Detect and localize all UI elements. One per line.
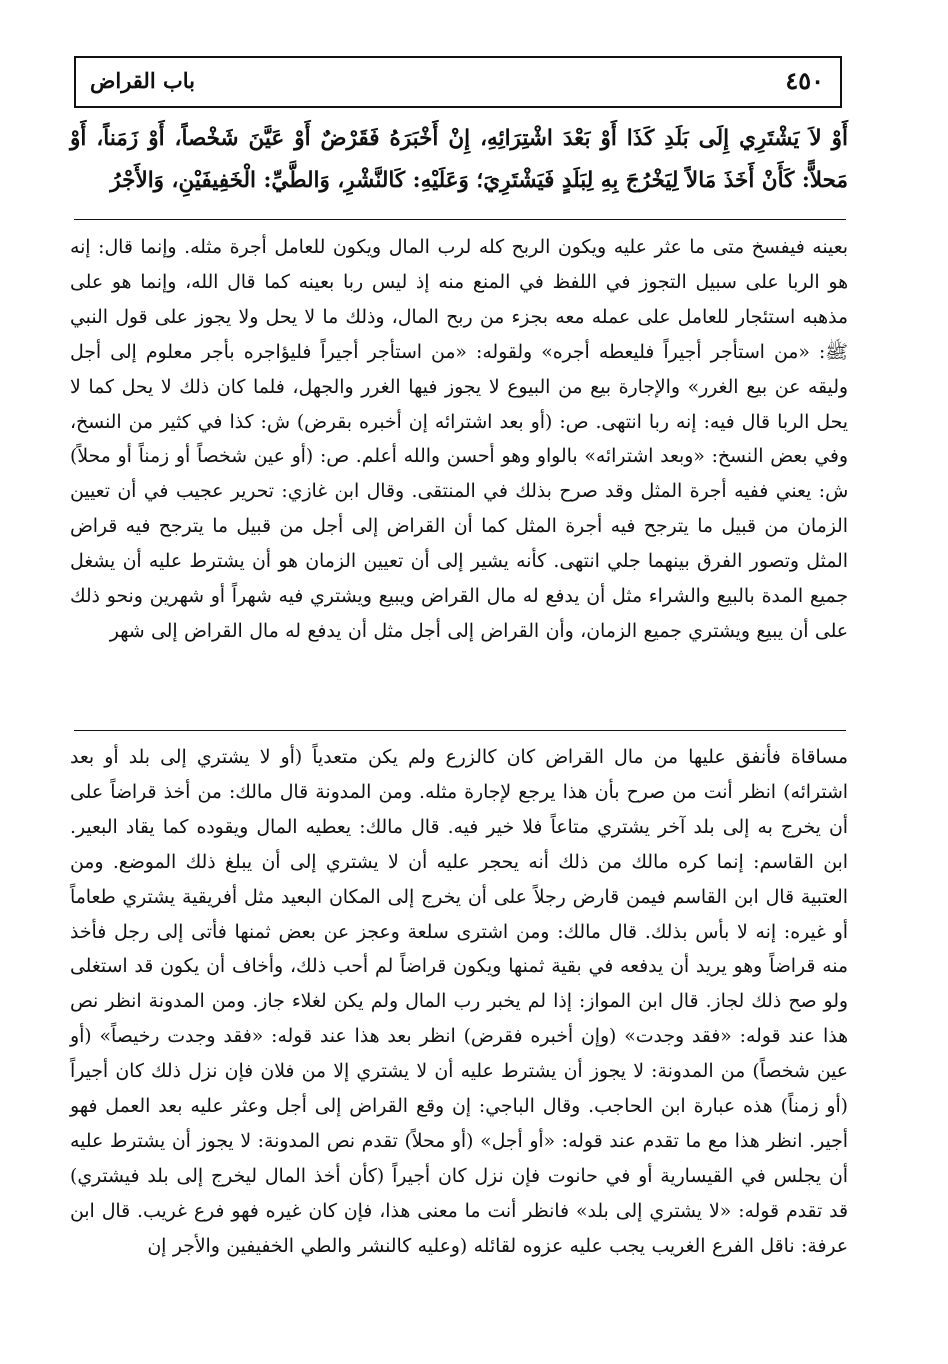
commentary-upper (70, 231, 848, 650)
page-number: ٤٥٠ (785, 66, 824, 95)
section-divider-top (74, 219, 846, 220)
page-header (74, 56, 842, 108)
commentary-lower-text: مساقاة فأنفق عليها من مال القراض كان كالزرع ولم يكن متعدياً (أو لا يشتري إلى بلد أو بعد اشترائه) انظر أنت من صرح بأن هذا يرجع لإجارة مثله. ومن المدونة قال مالك: من أخذ قراضاً على أن يخرج به إلى بلد آخر يشتري متاعاً فلا خير فيه. قال مالك: يعطيه المال ويقوده كما يقاد البعير. ابن القاسم: إنما كره مالك من ذلك أنه يحجر عليه أن لا يشتري إلى أن يبلغ ذلك الموضع. ومن العتبية قال ابن القاسم فيمن قارض رجلاً على أن يخرج إلى المكان البعيد مثل أفريقية يشتري طعاماً أو غيره: إنه لا بأس بذلك. قال مالك: ومن اشترى سلعة وعجز عن بعض ثمنها فأتى إلى رجل فأخذ منه قراضاً وهو يريد أن يدفعه في بقية ثمنها ويكون قراضاً لم أحب ذلك، وأخاف أن يكون قد استغلى ولو صح ذلك لجاز. قال ابن المواز: إذا لم يخبر رب المال ولم يكن لغلاء جاز. ومن المدونة انظر نص هذا عند قوله: «فقد وجدت» (وإن أخبره فقرض) انظر بعد هذا عند قوله: «فقد وجدت رخيصاً» (أو عين شخصاً) من المدونة: لا يجوز أن يشترط عليه أن لا يشتري إلا من فلان فإن نزل ذلك كان أجيراً (أو زمناً) هذه عبارة ابن الحاجب. وقال الباجي: إن وقع القراض إلى أجل وعثر عليه بعد العمل فهو أجير. انظر هذا مع ما تقدم عند قوله: «أو أجل» (أو محلاً) تقدم نص المدونة: لا يجوز أن يشترط عليه أن يجلس في القيسارية أو في حانوت فإن نزل كان أجيراً (كأن أخذ المال ليخرج إلى بلد فيشتري) قد تقدم قوله: «لا يشتري إلى بلد» فانظر أنت ما معنى هذا، فإن كان غيره فهو فرع غريب. قال ابن عرفة: ناقل الفرع الغريب يجب عليه عزوه لقائله (وعليه كالنشر والطي الخفيفين والأجر إن (70, 747, 848, 1257)
matn-text: أَوْ لاَ يَشْتَرِي إِلَى بَلَدِ كَذَا أَوْ بَعْدَ اشْتِرَائِهِ، إِنْ أَخْبَرَهُ فَقَرْضٌ أَوْ عَيَّنَ شَخْصاً، أَوْ زَمَناً، أَوْ مَحلاًّ: كَأَنْ أَخَذَ مَالاً لِيَخْرُجَ بِهِ لِبَلَدٍ فَيَشْتَرِيَ؛ وَعَلَيْهِ: كَالنَّشْرِ، وَالطَّيِّ: الْخَفِيفَيْنِ، وَالأَجْرُ (70, 126, 848, 193)
commentary-upper-text: بعينه فيفسخ متى ما عثر عليه ويكون الربح كله لرب المال ويكون للعامل أجرة مثله. وإنما قال: إنه هو الربا على سبيل التجوز في اللفظ في المنع منه إذ ليس ربا بعينه كما قال الله، وإنما هو على مذهبه استئجار للعامل على عمله معه بجزء من ربح المال، وذلك ما لا يحل ولا يجوز على قول النبي ﷺ: «من استأجر أجيراً فليعطه أجره» ولقوله: «من استأجر أجيراً فليؤاجره بأجر معلوم إلى أجل وليقه عن بيع الغرر» والإجارة بيع من البيوع لا يجوز فيها الغرر والجهل، فلما كان ذلك لا يحل كما لا يحل الربا قال فيه: إنه ربا انتهى. ص: (أو بعد اشترائه إن أخبره بقرض) ش: كذا في كثير من النسخ، وفي بعض النسخ: «وبعد اشترائه» بالواو وهو أحسن والله أعلم. ص: (أو عين شخصاً أو زمناً أو محلاً) ش: يعني ففيه أجرة المثل وقد صرح بذلك في المنتقى. وقال ابن غازي: تحرير عجيب في أن تعيين الزمان من قبيل ما يترجح فيه أجرة المثل كما أن القراض إلى أجل من قبيل ما يترجح فيه قراض المثل وتصور الفرق بينهما جلي انتهى. كأنه يشير إلى أن تعيين الزمان هو أن يشترط عليه أن يشغل جميع المدة بالبيع والشراء مثل أن يدفع له مال القراض ويبيع ويشتري فيه شهراً أو شهرين ونحو ذلك على أن يبيع ويشتري جميع الزمان، وأن القراض إلى أجل مثل أن يدفع له مال القراض إلى شهر (70, 237, 848, 642)
section-divider-bottom (74, 730, 846, 731)
commentary-lower (70, 741, 848, 1265)
chapter-title: باب القراض (90, 68, 195, 93)
